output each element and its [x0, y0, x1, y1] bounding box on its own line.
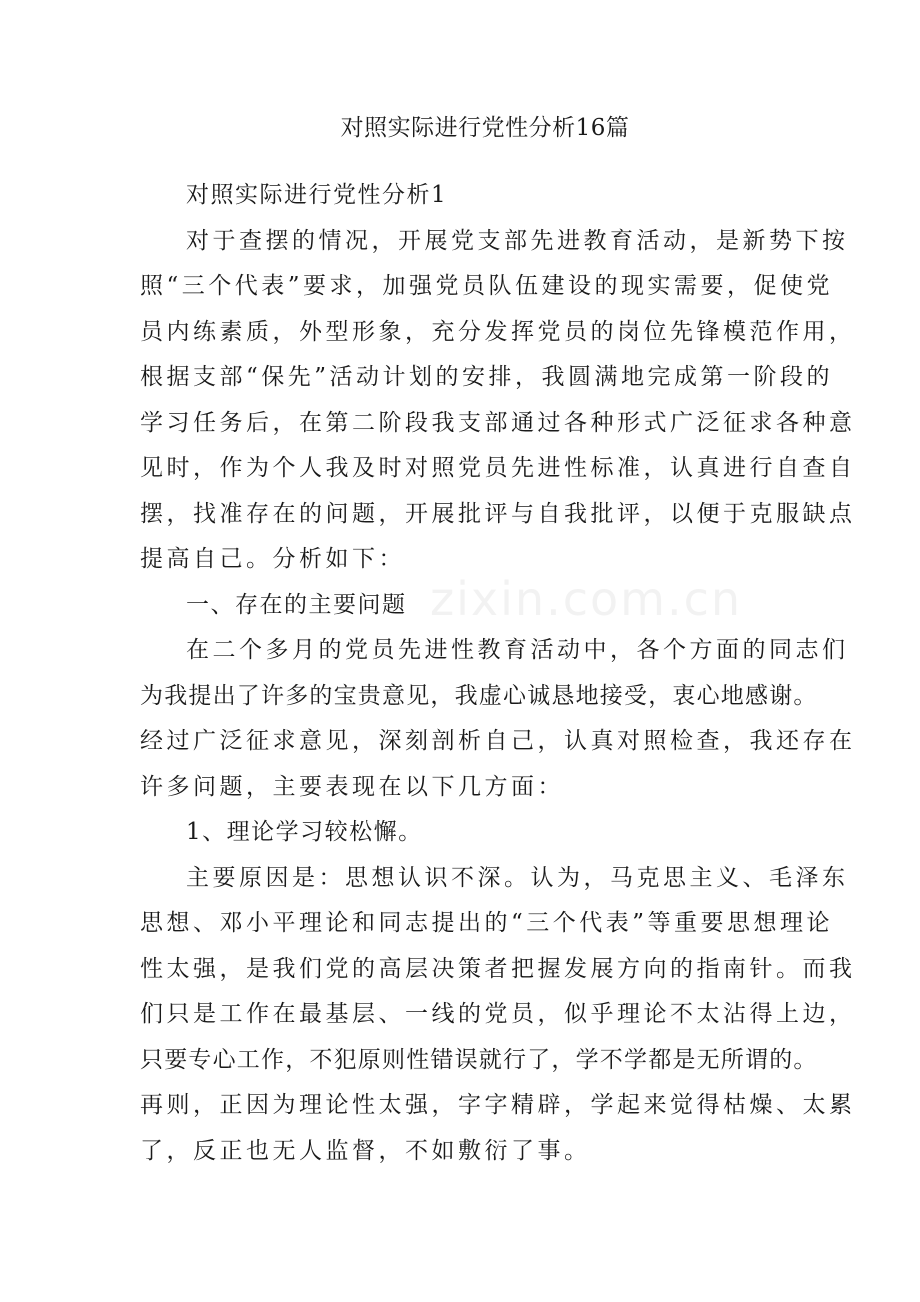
paragraph-line: 员内练素质，外型形象，充分发挥党员的岗位先锋模范作用，: [140, 318, 856, 345]
paragraph-line: 再则，正因为理论性太强，字字精辟，学起来觉得枯燥、太累: [140, 1092, 856, 1118]
paragraph-problems: [140, 628, 856, 810]
watermark: zixin.com.cn: [430, 572, 743, 626]
paragraph-line: 为我提出了许多的宝贵意见，我虚心诚恳地接受，衷心地感谢。: [140, 682, 818, 709]
paragraph-line: 许多问题，主要表现在以下几方面：: [140, 773, 564, 800]
paragraph-line: 思想、邓小平理论和同志提出的“三个代表”等重要思想理论: [140, 910, 834, 936]
paragraph-line: 根据支部“保先”活动计划的安排，我圆满地完成第一阶段的: [140, 364, 834, 390]
paragraph-line: 性太强，是我们党的高层决策者把握发展方向的指南针。而我: [140, 955, 856, 982]
paragraph-line: 只要专心工作，不犯原则性错误就行了，学不学都是无所谓的。: [140, 1046, 818, 1073]
paragraph-line: 主要原因是：思想认识不深。认为，马克思主义、毛泽东: [186, 864, 849, 891]
document-title: 对照实际进行党性分析16篇: [340, 115, 630, 141]
paragraph-line: 摆，找准存在的问题，开展批评与自我批评，以便于克服缺点: [140, 500, 856, 527]
paragraph-line: 见时，作为个人我及时对照党员先进性标准，认真进行自查自: [140, 455, 856, 481]
paragraph-line: 在二个多月的党员先进性教育活动中，各个方面的同志们: [186, 637, 849, 663]
paragraph-reasons: [140, 856, 856, 1175]
paragraph-line: 对于查摆的情况，开展党支部先进教育活动，是新势下按: [186, 227, 849, 254]
paragraph-line: 经过广泛征求意见，深刻剖析自己，认真对照检查，我还存在: [140, 728, 856, 754]
section-subtitle: 对照实际进行党性分析1: [186, 182, 448, 208]
paragraph-intro: [140, 219, 856, 583]
paragraph-line: 们只是工作在最基层、一线的党员，似乎理论不太沾得上边，: [140, 1001, 856, 1027]
section-heading-problems: 一、存在的主要问题: [186, 591, 407, 618]
section-heading-theory: 1、理论学习较松懈。: [186, 819, 423, 845]
paragraph-line: 照“三个代表”要求，加强党员队伍建设的现实需要，促使党: [140, 273, 834, 299]
paragraph-line: 学习任务后，在第二阶段我支部通过各种形式广泛征求各种意: [140, 409, 856, 436]
paragraph-line: 了，反正也无人监督，不如敷衍了事。: [140, 1137, 591, 1164]
paragraph-line: 提高自己。分析如下：: [140, 546, 405, 572]
document-body: [140, 173, 856, 1174]
